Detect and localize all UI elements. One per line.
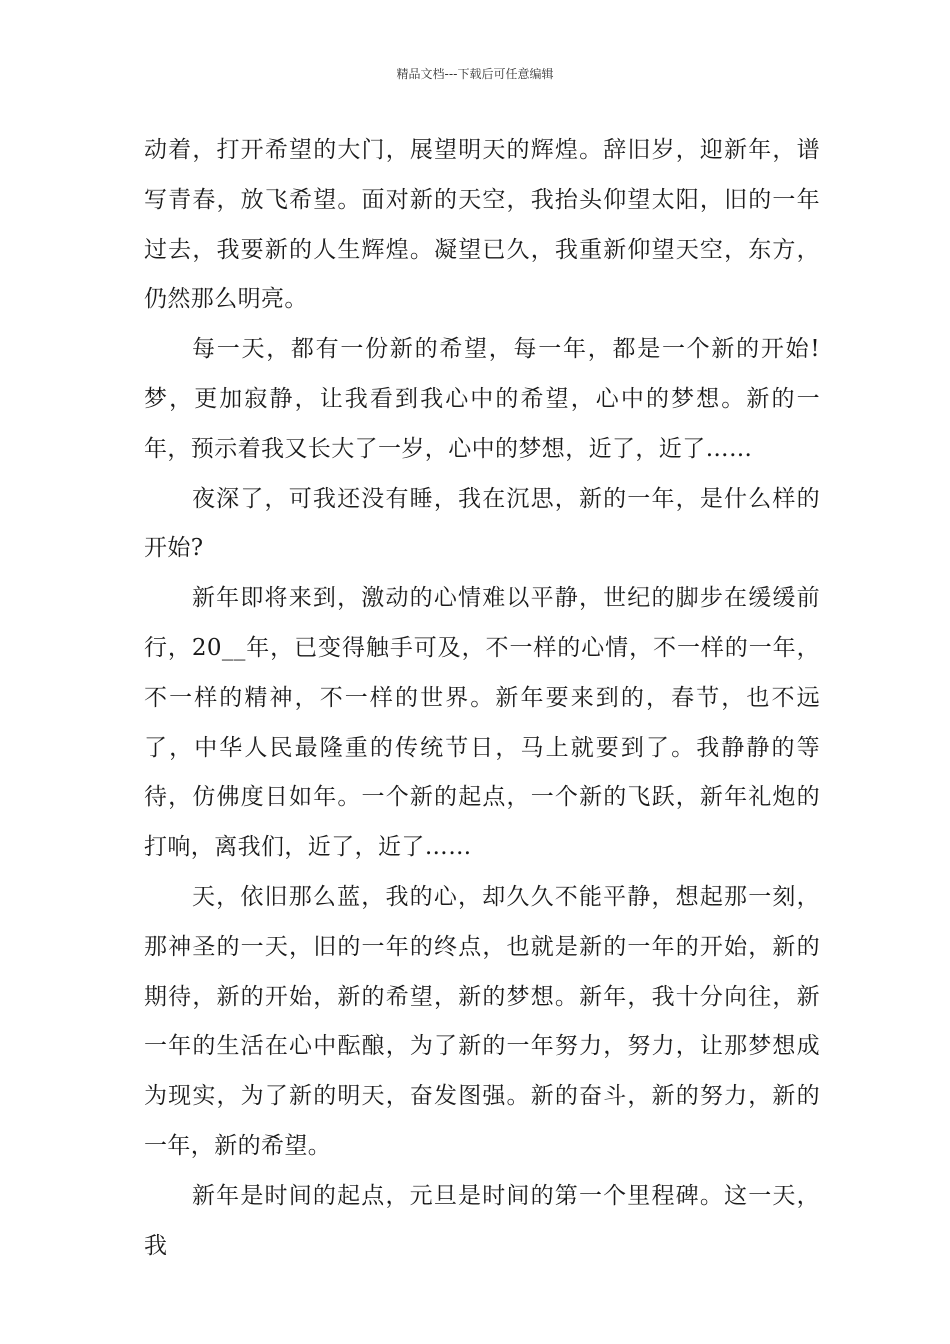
paragraph-3: 夜深了，可我还没有睡，我在沉思，新的一年，是什么样的开始? [144,485,820,562]
paragraph-1: 动着，打开希望的大门，展望明天的辉煌。辞旧岁，迎新年，谱写青春，放飞希望。面对新的天空，我抬头仰望太阳，旧的一年过去，我要新的人生辉煌。凝望已久，我重新仰望天空，东方，仍然那么明亮。 [144,137,820,313]
page-header: 精品文档---下载后可任意编辑 [396,67,554,81]
paragraph-6: 新年是时间的起点，元旦是时间的第一个里程碑。这一天，我 [144,1182,820,1259]
document-body [144,126,820,1271]
paragraph-2: 每一天，都有一份新的希望，每一年，都是一个新的开始!梦，更加寂静，让我看到我心中的希望，心中的梦想。新的一年，预示着我又长大了一岁，心中的梦想，近了，近了…… [144,336,820,462]
paragraph-5: 天，依旧那么蓝，我的心，却久久不能平静，想起那一刻，那神圣的一天，旧的一年的终点，也就是新的一年的开始，新的期待，新的开始，新的希望，新的梦想。新年，我十分向往，新一年的生活在心中酝酿，为了新的一年努力，努力，让那梦想成为现实，为了新的明天，奋发图强。新的奋斗，新的努力，新的一年，新的希望。 [144,883,820,1159]
paragraph-4: 新年即将来到，激动的心情难以平静，世纪的脚步在缓缓前行，20__年，已变得触手可及，不一样的心情，不一样的一年，不一样的精神，不一样的世界。新年要来到的，春节，也不远了，中华人民最隆重的传统节日，马上就要到了。我静静的等待，仿佛度日如年。一个新的起点，一个新的飞跃，新年礼炮的打响，离我们，近了，近了…… [144,585,820,861]
